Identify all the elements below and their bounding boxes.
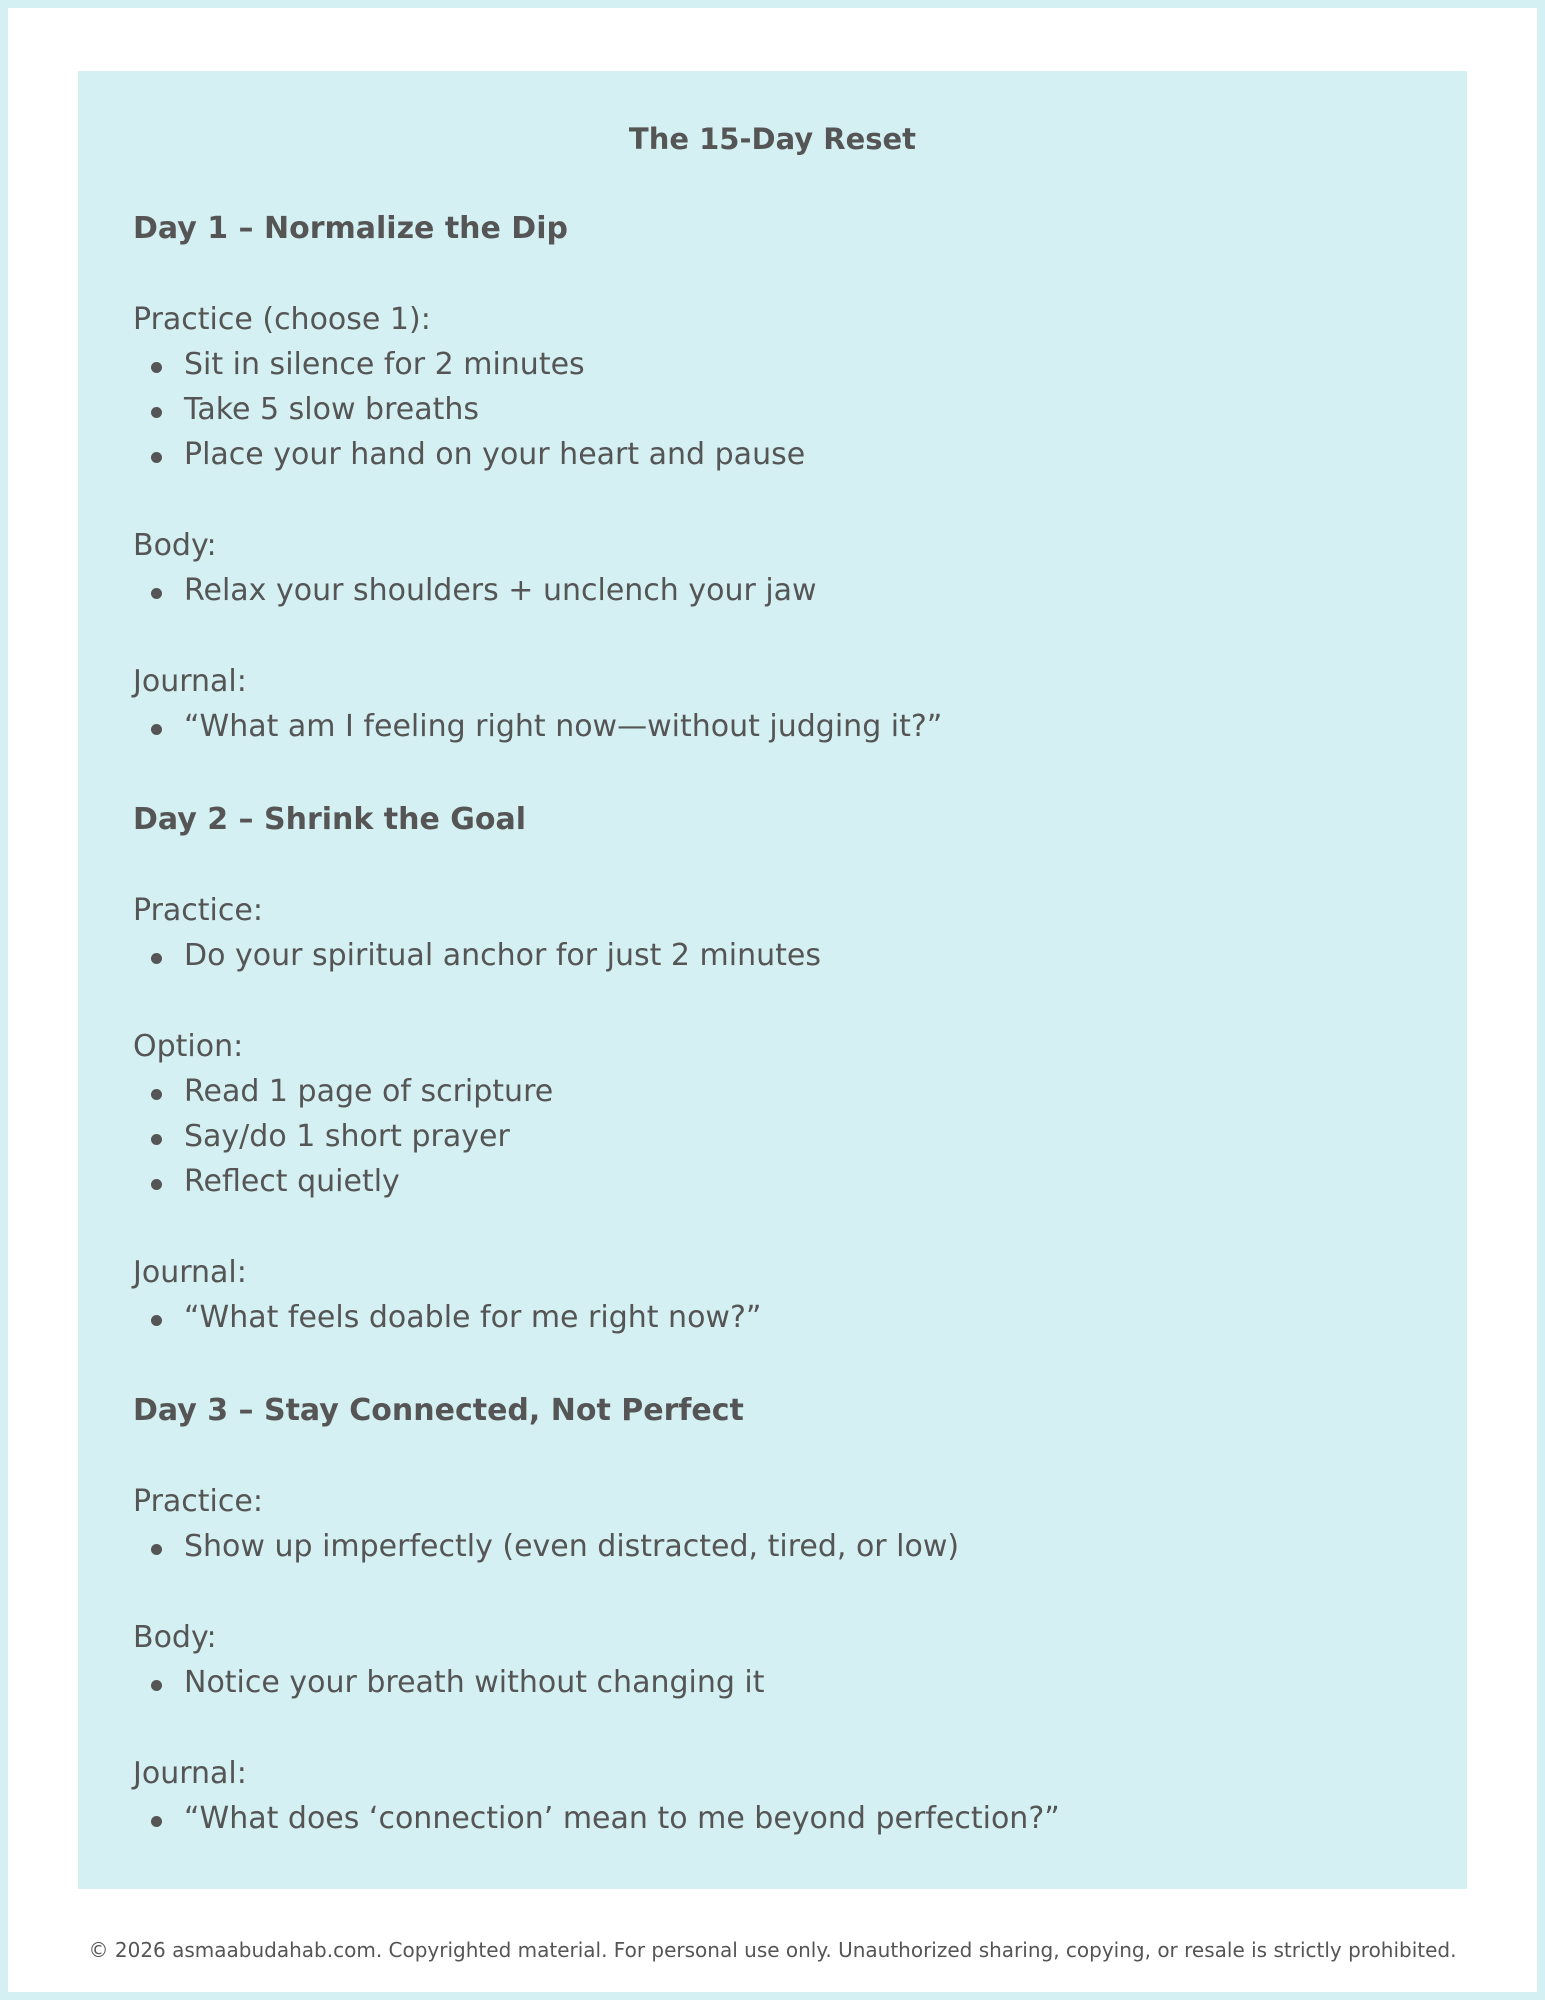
section-label: Practice: <box>133 893 263 928</box>
day-heading: Day 2 – Shrink the Goal <box>133 802 527 837</box>
list-item: Reflect quietly <box>133 1159 1412 1204</box>
bullet-list <box>133 342 1412 477</box>
bullet-list <box>133 1796 1412 1841</box>
list-item: Take 5 slow breaths <box>133 387 1412 432</box>
practice-section <box>133 1479 1412 1569</box>
list-item: Show up imperfectly (even distracted, tired, or low) <box>133 1524 1412 1569</box>
list-item: Say/do 1 short prayer <box>133 1114 1412 1159</box>
bullet-list <box>133 1524 1412 1569</box>
body-section <box>133 1615 1412 1705</box>
section-label: Journal: <box>133 1255 247 1290</box>
journal-section <box>133 659 1412 749</box>
list-item: Read 1 page of scripture <box>133 1069 1412 1114</box>
copyright-footer: © 2026 asmaabudahab.com. Copyrighted material. For personal use only. Unauthorized sharing, copying, or resale is strictly prohibited. <box>88 1938 1457 1962</box>
section-label: Body: <box>133 528 217 563</box>
list-item: “What does ‘connection’ mean to me beyond perfection?” <box>133 1796 1412 1841</box>
practice-section <box>133 888 1412 978</box>
list-item: Place your hand on your heart and pause <box>133 432 1412 477</box>
list-item: Sit in silence for 2 minutes <box>133 342 1412 387</box>
list-item: “What feels doable for me right now?” <box>133 1295 1412 1340</box>
day-1 <box>133 206 1412 749</box>
list-item: Notice your breath without changing it <box>133 1660 1412 1705</box>
day-2 <box>133 797 1412 1340</box>
page <box>8 8 1537 1992</box>
section-label: Practice: <box>133 1484 263 1519</box>
bullet-list <box>133 568 1412 613</box>
bullet-list <box>133 1660 1412 1705</box>
day-heading: Day 3 – Stay Connected, Not Perfect <box>133 1393 744 1428</box>
day-heading: Day 1 – Normalize the Dip <box>133 211 568 246</box>
list-item: Do your spiritual anchor for just 2 minutes <box>133 933 1412 978</box>
bullet-list <box>133 1295 1412 1340</box>
section-label: Journal: <box>133 664 247 699</box>
list-item: “What am I feeling right now—without judging it?” <box>133 704 1412 749</box>
section-label: Option: <box>133 1029 244 1064</box>
practice-section <box>133 297 1412 477</box>
days-content <box>133 206 1412 1841</box>
list-item: Relax your shoulders + unclench your jaw <box>133 568 1412 613</box>
bullet-list <box>133 704 1412 749</box>
day-3 <box>133 1388 1412 1841</box>
body-section <box>133 523 1412 613</box>
content-panel <box>78 71 1467 1889</box>
journal-section <box>133 1250 1412 1340</box>
journal-section <box>133 1751 1412 1841</box>
document-title: The 15-Day Reset <box>628 122 917 156</box>
option-section <box>133 1024 1412 1204</box>
bullet-list <box>133 1069 1412 1204</box>
section-label: Journal: <box>133 1756 247 1791</box>
bullet-list <box>133 933 1412 978</box>
section-label: Practice (choose 1): <box>133 302 431 337</box>
section-label: Body: <box>133 1620 217 1655</box>
